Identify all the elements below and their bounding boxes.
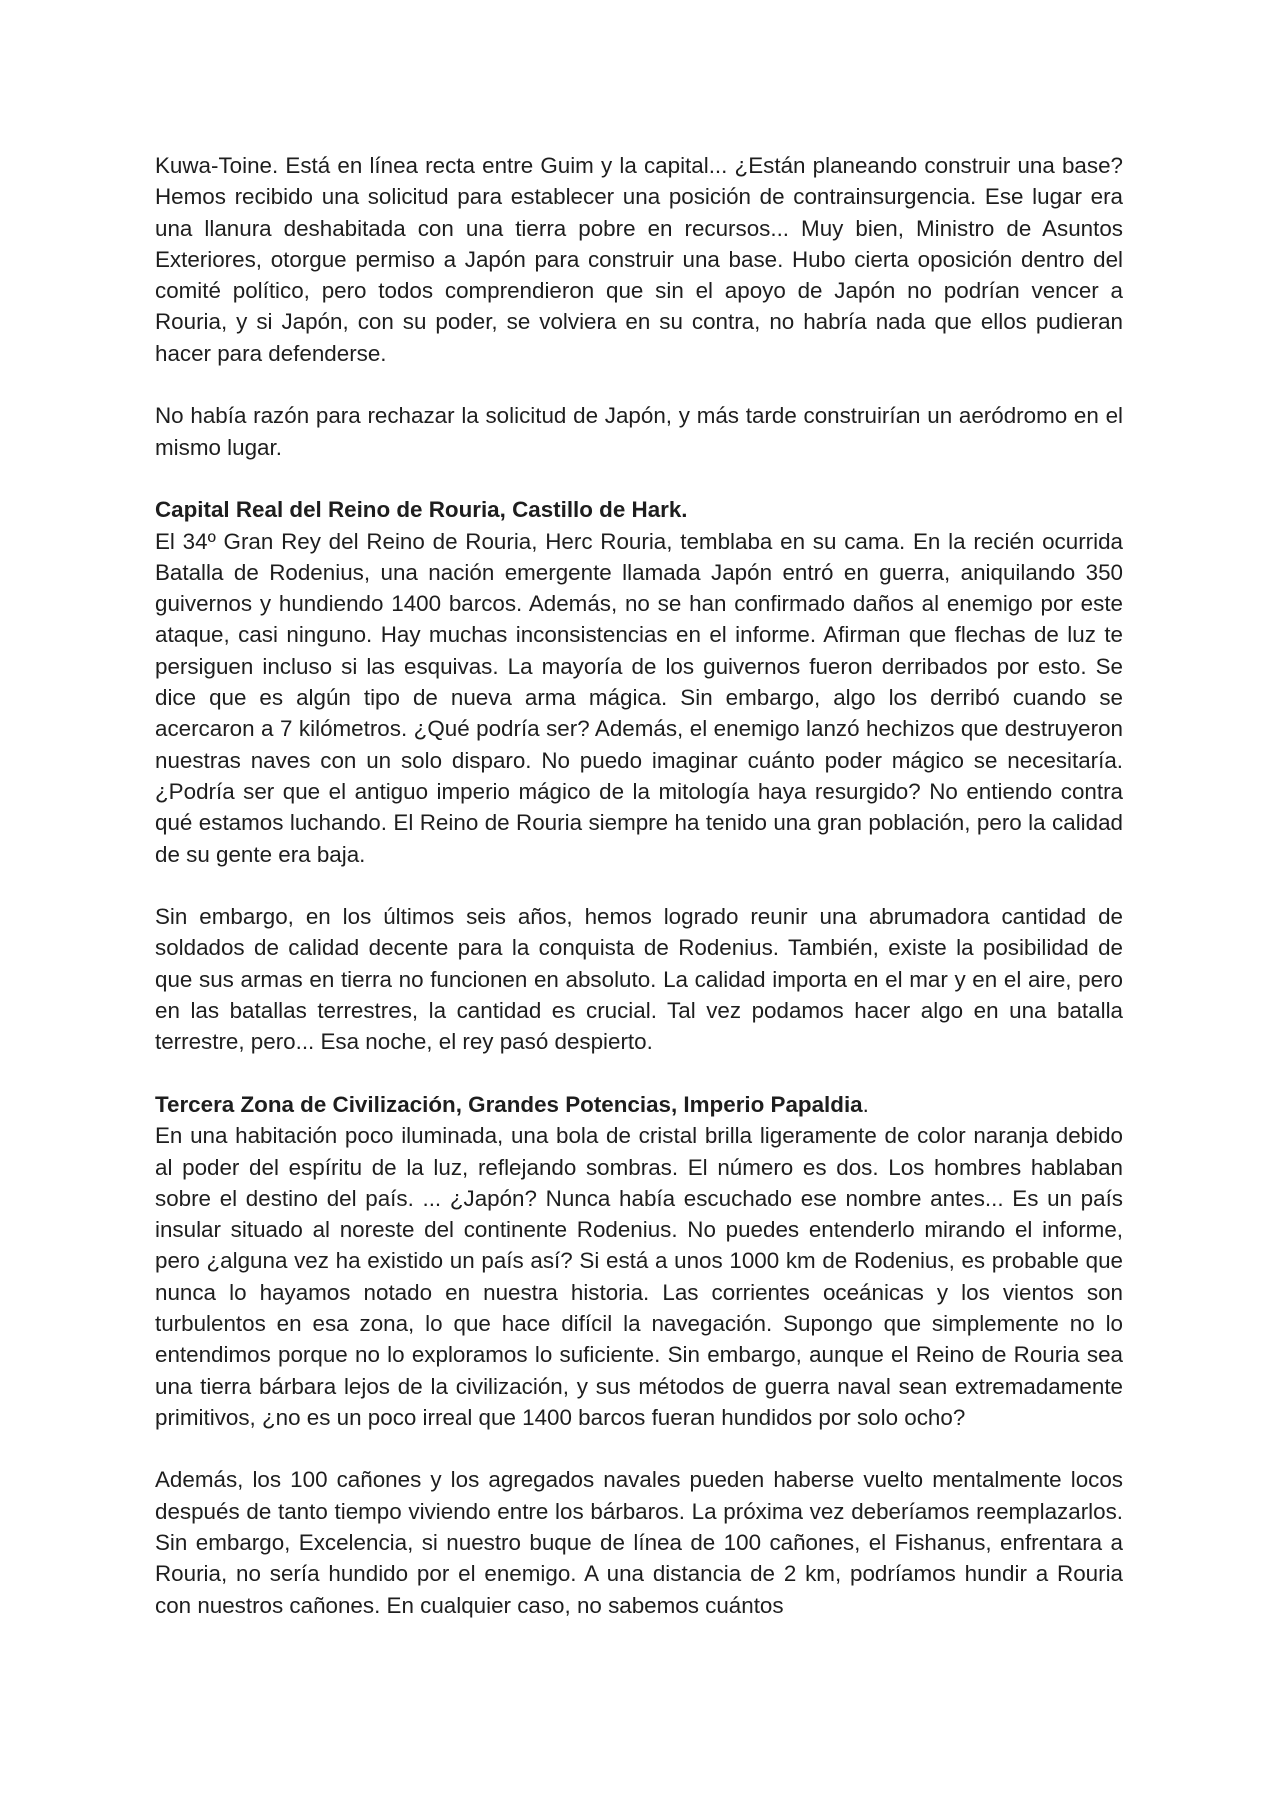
paragraph-kuwa-toine: Kuwa-Toine. Está en línea recta entre Guim y la capital... ¿Están planeando construir una base? Hemos recibido una solicitud para establecer una posición de contrainsurgencia. Ese lugar era una llanura deshabitada con una tierra pobre en recursos... Muy bien, Ministro de Asuntos Exteriores, otorgue permiso a Japón para construir una base. Hubo cierta oposición dentro del comité político, pero todos comprendieron que sin el apoyo de Japón no podrían vencer a Rouria, y si Japón, con su poder, se volviera en su contra, no habría nada que ellos pudieran hacer para defenderse. — [155, 153, 1123, 366]
paragraph-aerodromo: No había razón para rechazar la solicitud de Japón, y más tarde construirían un aeródromo en el mismo lugar. — [155, 403, 1123, 460]
heading-castillo-de-hark: Capital Real del Reino de Rouria, Castillo de Hark. — [155, 497, 688, 523]
heading-imperio-papaldia — [155, 1089, 1123, 1120]
document-page — [155, 150, 1123, 1621]
section-imperio-papaldia — [155, 1089, 1123, 1433]
heading-imperio-papaldia-period: . — [862, 1091, 869, 1117]
heading-imperio-papaldia-text: Tercera Zona de Civilización, Grandes Potencias, Imperio Papaldia — [155, 1091, 863, 1117]
paragraph-cien-canones: Además, los 100 cañones y los agregados navales pueden haberse vuelto mentalmente locos después de tanto tiempo viviendo entre los bárbaros. La próxima vez deberíamos reemplazarlos. Sin embargo, Excelencia, si nuestro buque de línea de 100 cañones, el Fishanus, enfrentara a Rouria, no sería hundido por el enemigo. A una distancia de 2 km, podríamos hundir a Rouria con nuestros cañones. En cualquier caso, no sabemos cuántos — [155, 1467, 1123, 1618]
paragraph-conquista-rodenius: Sin embargo, en los últimos seis años, hemos logrado reunir una abrumadora cantidad de soldados de calidad decente para la conquista de Rodenius. También, existe la posibilidad de que sus armas en tierra no funcionen en absoluto. La calidad importa en el mar y en el aire, pero en las batallas terrestres, la cantidad es crucial. Tal vez podamos hacer algo en una batalla terrestre, pero... Esa noche, el rey pasó despierto. — [155, 904, 1123, 1055]
paragraph-bola-de-cristal: En una habitación poco iluminada, una bola de cristal brilla ligeramente de color naranja debido al poder del espíritu de la luz, reflejando sombras. El número es dos. Los hombres hablaban sobre el destino del país. ... ¿Japón? Nunca había escuchado ese nombre antes... Es un país insular situado al noreste del continente Rodenius. No puedes entenderlo mirando el informe, pero ¿alguna vez ha existido un país así? Si está a unos 1000 km de Rodenius, es probable que nunca lo hayamos notado en nuestra historia. Las corrientes oceánicas y los vientos son turbulentos en esa zona, lo que hace difícil la navegación. Supongo que simplemente no lo entendimos porque no lo exploramos lo suficiente. Sin embargo, aunque el Reino de Rouria sea una tierra bárbara lejos de la civilización, y sus métodos de guerra naval sean extremadamente primitivos, ¿no es un poco irreal que 1400 barcos fueran hundidos por solo ocho? — [155, 1123, 1123, 1430]
paragraph-gran-rey: El 34º Gran Rey del Reino de Rouria, Herc Rouria, temblaba en su cama. En la recién ocurrida Batalla de Rodenius, una nación emergente llamada Japón entró en guerra, aniquilando 350 guivernos y hundiendo 1400 barcos. Además, no se han confirmado daños al enemigo por este ataque, casi ninguno. Hay muchas inconsistencias en el informe. Afirman que flechas de luz te persiguen incluso si las esquivas. La mayoría de los guivernos fueron derribados por esto. Se dice que es algún tipo de nueva arma mágica. Sin embargo, algo los derribó cuando se acercaron a 7 kilómetros. ¿Qué podría ser? Además, el enemigo lanzó hechizos que destruyeron nuestras naves con un solo disparo. No puedo imaginar cuánto poder mágico se necesitaría. ¿Podría ser que el antiguo imperio mágico de la mitología haya resurgido? No entiendo contra qué estamos luchando. El Reino de Rouria siempre ha tenido una gran población, pero la calidad de su gente era baja. — [155, 528, 1123, 867]
section-castillo-de-hark — [155, 494, 1123, 870]
